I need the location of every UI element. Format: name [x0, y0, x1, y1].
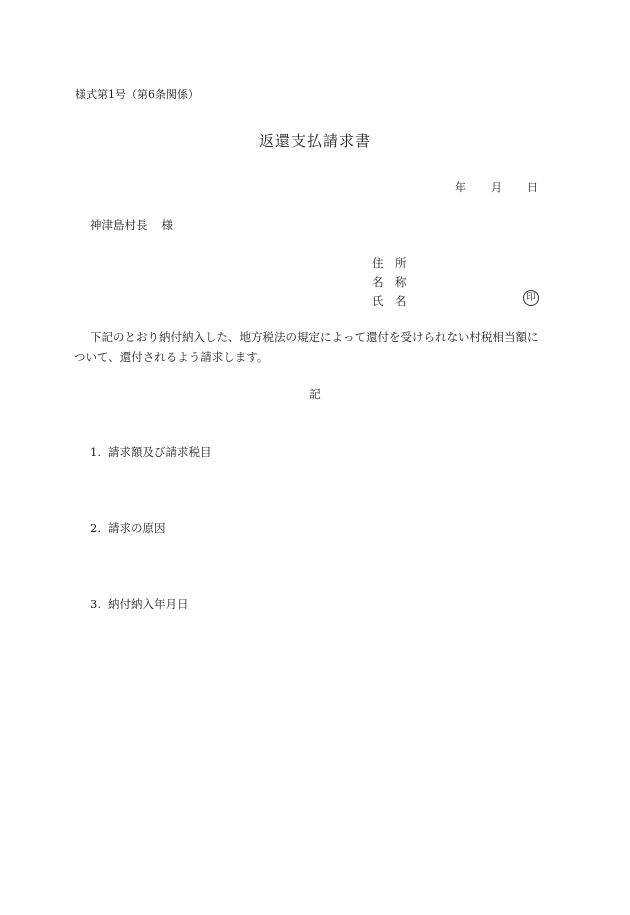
document-title: 返還支払請求書 — [258, 132, 371, 150]
form-number: 様式第1号（第6条関係） — [75, 88, 199, 101]
request-statement-line-2: ついて、還付されるよう請求します。 — [74, 350, 269, 364]
date-year-label: 年 — [455, 181, 466, 194]
item-number: 3. — [90, 597, 101, 611]
item-number: 1. — [90, 445, 101, 459]
item-number: 2. — [90, 521, 101, 535]
list-item — [90, 520, 166, 536]
item-label: 請求の原因 — [108, 521, 166, 535]
addressee-name: 神津島村長 — [90, 218, 148, 232]
item-label: 納付納入年月日 — [108, 597, 189, 611]
date-day-label: 日 — [527, 181, 538, 194]
request-statement-line-1: 下記のとおり納付納入した、地方税法の規定によって還付を受けられない村税相当額に — [90, 330, 539, 344]
person-name-label: 氏 名 — [372, 294, 407, 308]
addressee-honorific: 様 — [161, 218, 173, 232]
list-item — [90, 596, 189, 612]
ki-heading: 記 — [309, 387, 321, 401]
item-label: 請求額及び請求税目 — [108, 445, 212, 459]
date-month-label: 月 — [491, 181, 502, 194]
list-item — [90, 444, 212, 460]
organization-name-label: 名 称 — [372, 275, 407, 289]
request-statement — [74, 327, 554, 367]
seal-mark: 印 — [523, 290, 539, 306]
addressee — [90, 217, 173, 233]
address-label: 住 所 — [372, 256, 407, 270]
